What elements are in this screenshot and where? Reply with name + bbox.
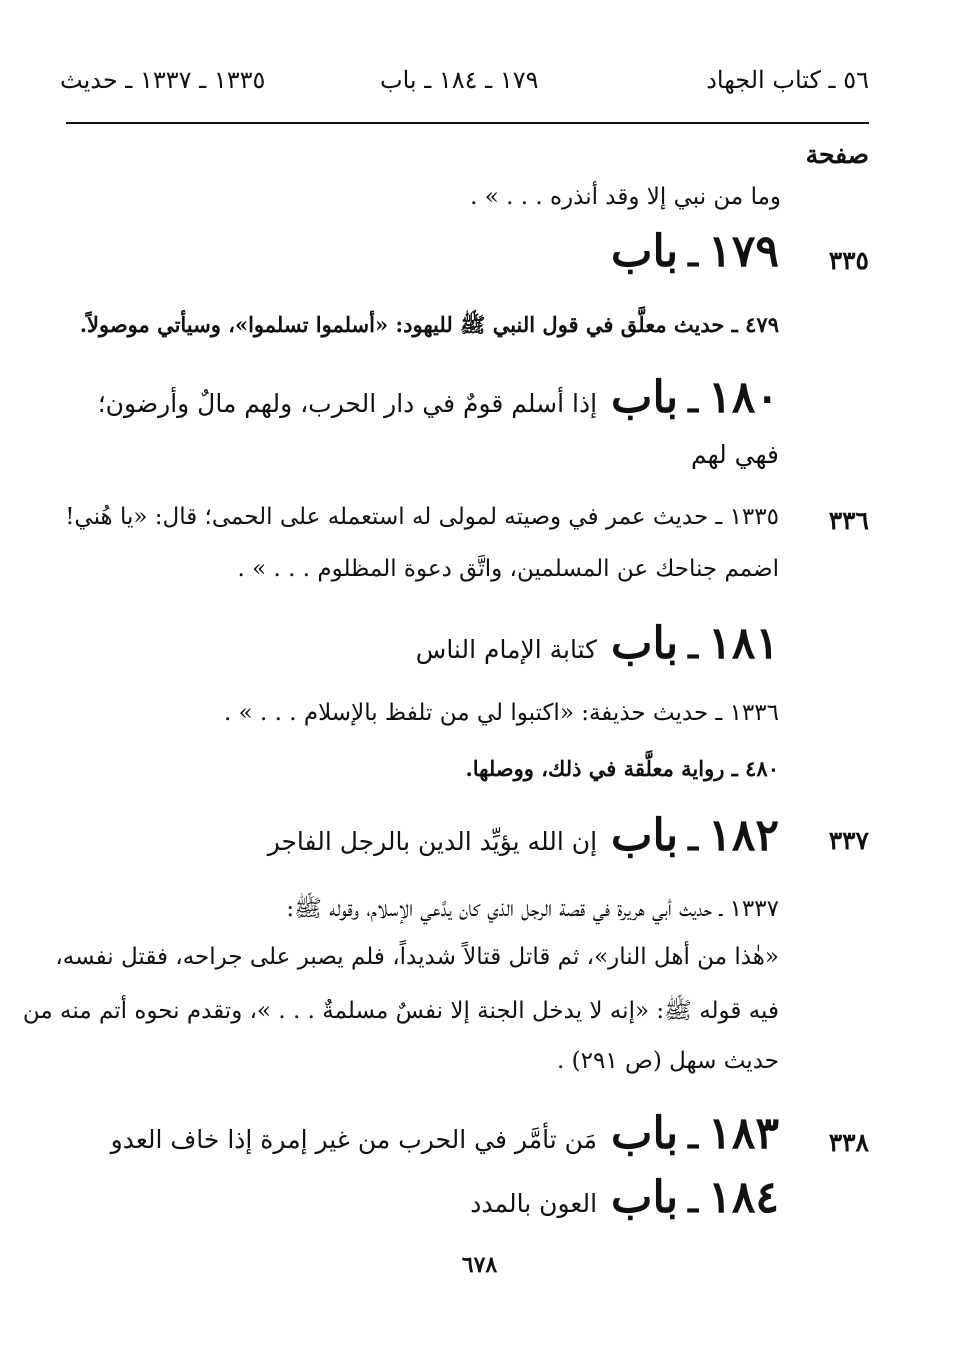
bab-183-heading [111,1108,779,1159]
bab-number: ١٨١ [708,618,779,669]
bab-dash: ـ [688,1181,699,1221]
entry-1337-line-2: «هٰذا من أهل النار»، ثم قاتل قتالاً شديداً، فلم يصبر على جراحه، فقتل نفسه، [55,944,779,970]
bab-title: كتابة الإمام الناس [415,635,598,664]
continuation-line: وما من نبي إلا وقد أنذره . . . » . [470,184,781,210]
entry-480: ٤٨٠ ـ رواية معلَّقة في ذلك، ووصلها. [465,756,779,781]
bab-dash: ـ [688,819,699,859]
bab-number: ١٨٣ [708,1108,779,1159]
bab-180-title-cont: فهي لهم [690,440,779,469]
entry-479: ٤٧٩ ـ حديث معلَّق في قول النبي ﷺ لليهود: «أسلموا تسلموا»، وسيأتي موصولاً. [79,312,779,337]
bab-dash: ـ [688,235,699,275]
bab-title: إذا أسلم قومٌ في دار الحرب، ولهم مالٌ وأرضون؛ [97,389,598,418]
header-rule [66,122,869,124]
bab-title: إن الله يؤيِّد الدين بالرجل الفاجر [267,827,598,856]
bab-title: مَن تأمَّر في الحرب من غير إمرة إذا خاف العدو [110,1125,598,1154]
bab-181-heading [416,618,779,669]
bab-word: باب [611,1108,679,1159]
bab-word: باب [611,1172,679,1223]
bab-179-heading [611,226,779,277]
header-hadith-range: ١٣٣٥ ـ ١٣٣٧ ـ حديث [60,66,266,94]
entry-1335-line-1: ١٣٣٥ ـ حديث عمر في وصيته لمولى له استعمله على الحمى؛ قال: «يا هُني! [65,504,779,530]
page-number: ٦٧٨ [461,1252,498,1278]
bab-180-heading [98,372,779,423]
bab-number: ١٨٢ [708,810,779,861]
bab-182-heading [268,810,779,861]
bab-dash: ـ [688,627,699,667]
bab-184-heading [470,1172,779,1223]
page-column-label: صفحة [805,140,869,169]
entry-1337-line-4: حديث سهل (ص ٢٩١) . [557,1048,779,1074]
bab-word: باب [611,810,679,861]
bab-title: العون بالمدد [470,1189,598,1218]
entry-1335-line-2: اضمم جناحك عن المسلمين، واتَّق دعوة المظلوم . . . » . [237,556,779,582]
bab-dash: ـ [688,381,699,421]
bab-dash: ـ [688,1117,699,1157]
header-book-title: ٥٦ ـ كتاب الجهاد [706,66,869,94]
header-bab-range: ١٧٩ ـ ١٨٤ ـ باب [380,66,539,94]
entry-1336: ١٣٣٦ ـ حديث حذيفة: «اكتبوا لي من تلفظ بالإسلام . . . » . [223,700,779,726]
page-ref-338: ٣٣٨ [828,1128,869,1157]
entry-1337-line-1: ١٣٣٧ ـ حديث أبي هريرة في قصة الرجل الذي كان يدَّعي الإسلام، وقوله ﷺ: [286,896,779,922]
bab-number: ١٧٩ [708,226,779,277]
bab-number: ١٨٠ [708,372,779,423]
page-ref-336: ٣٣٦ [828,506,869,535]
bab-word: باب [611,372,679,423]
bab-word: باب [611,226,679,277]
bab-word: باب [611,618,679,669]
entry-1337-line-3: فيه قوله ﷺ: «إنه لا يدخل الجنة إلا نفسٌ مسلمةٌ . . . »، وتقدم نحوه أتم منه من [22,998,779,1024]
page-ref-335: ٣٣٥ [828,246,869,275]
bab-number: ١٨٤ [708,1172,779,1223]
page-ref-337: ٣٣٧ [828,826,869,855]
